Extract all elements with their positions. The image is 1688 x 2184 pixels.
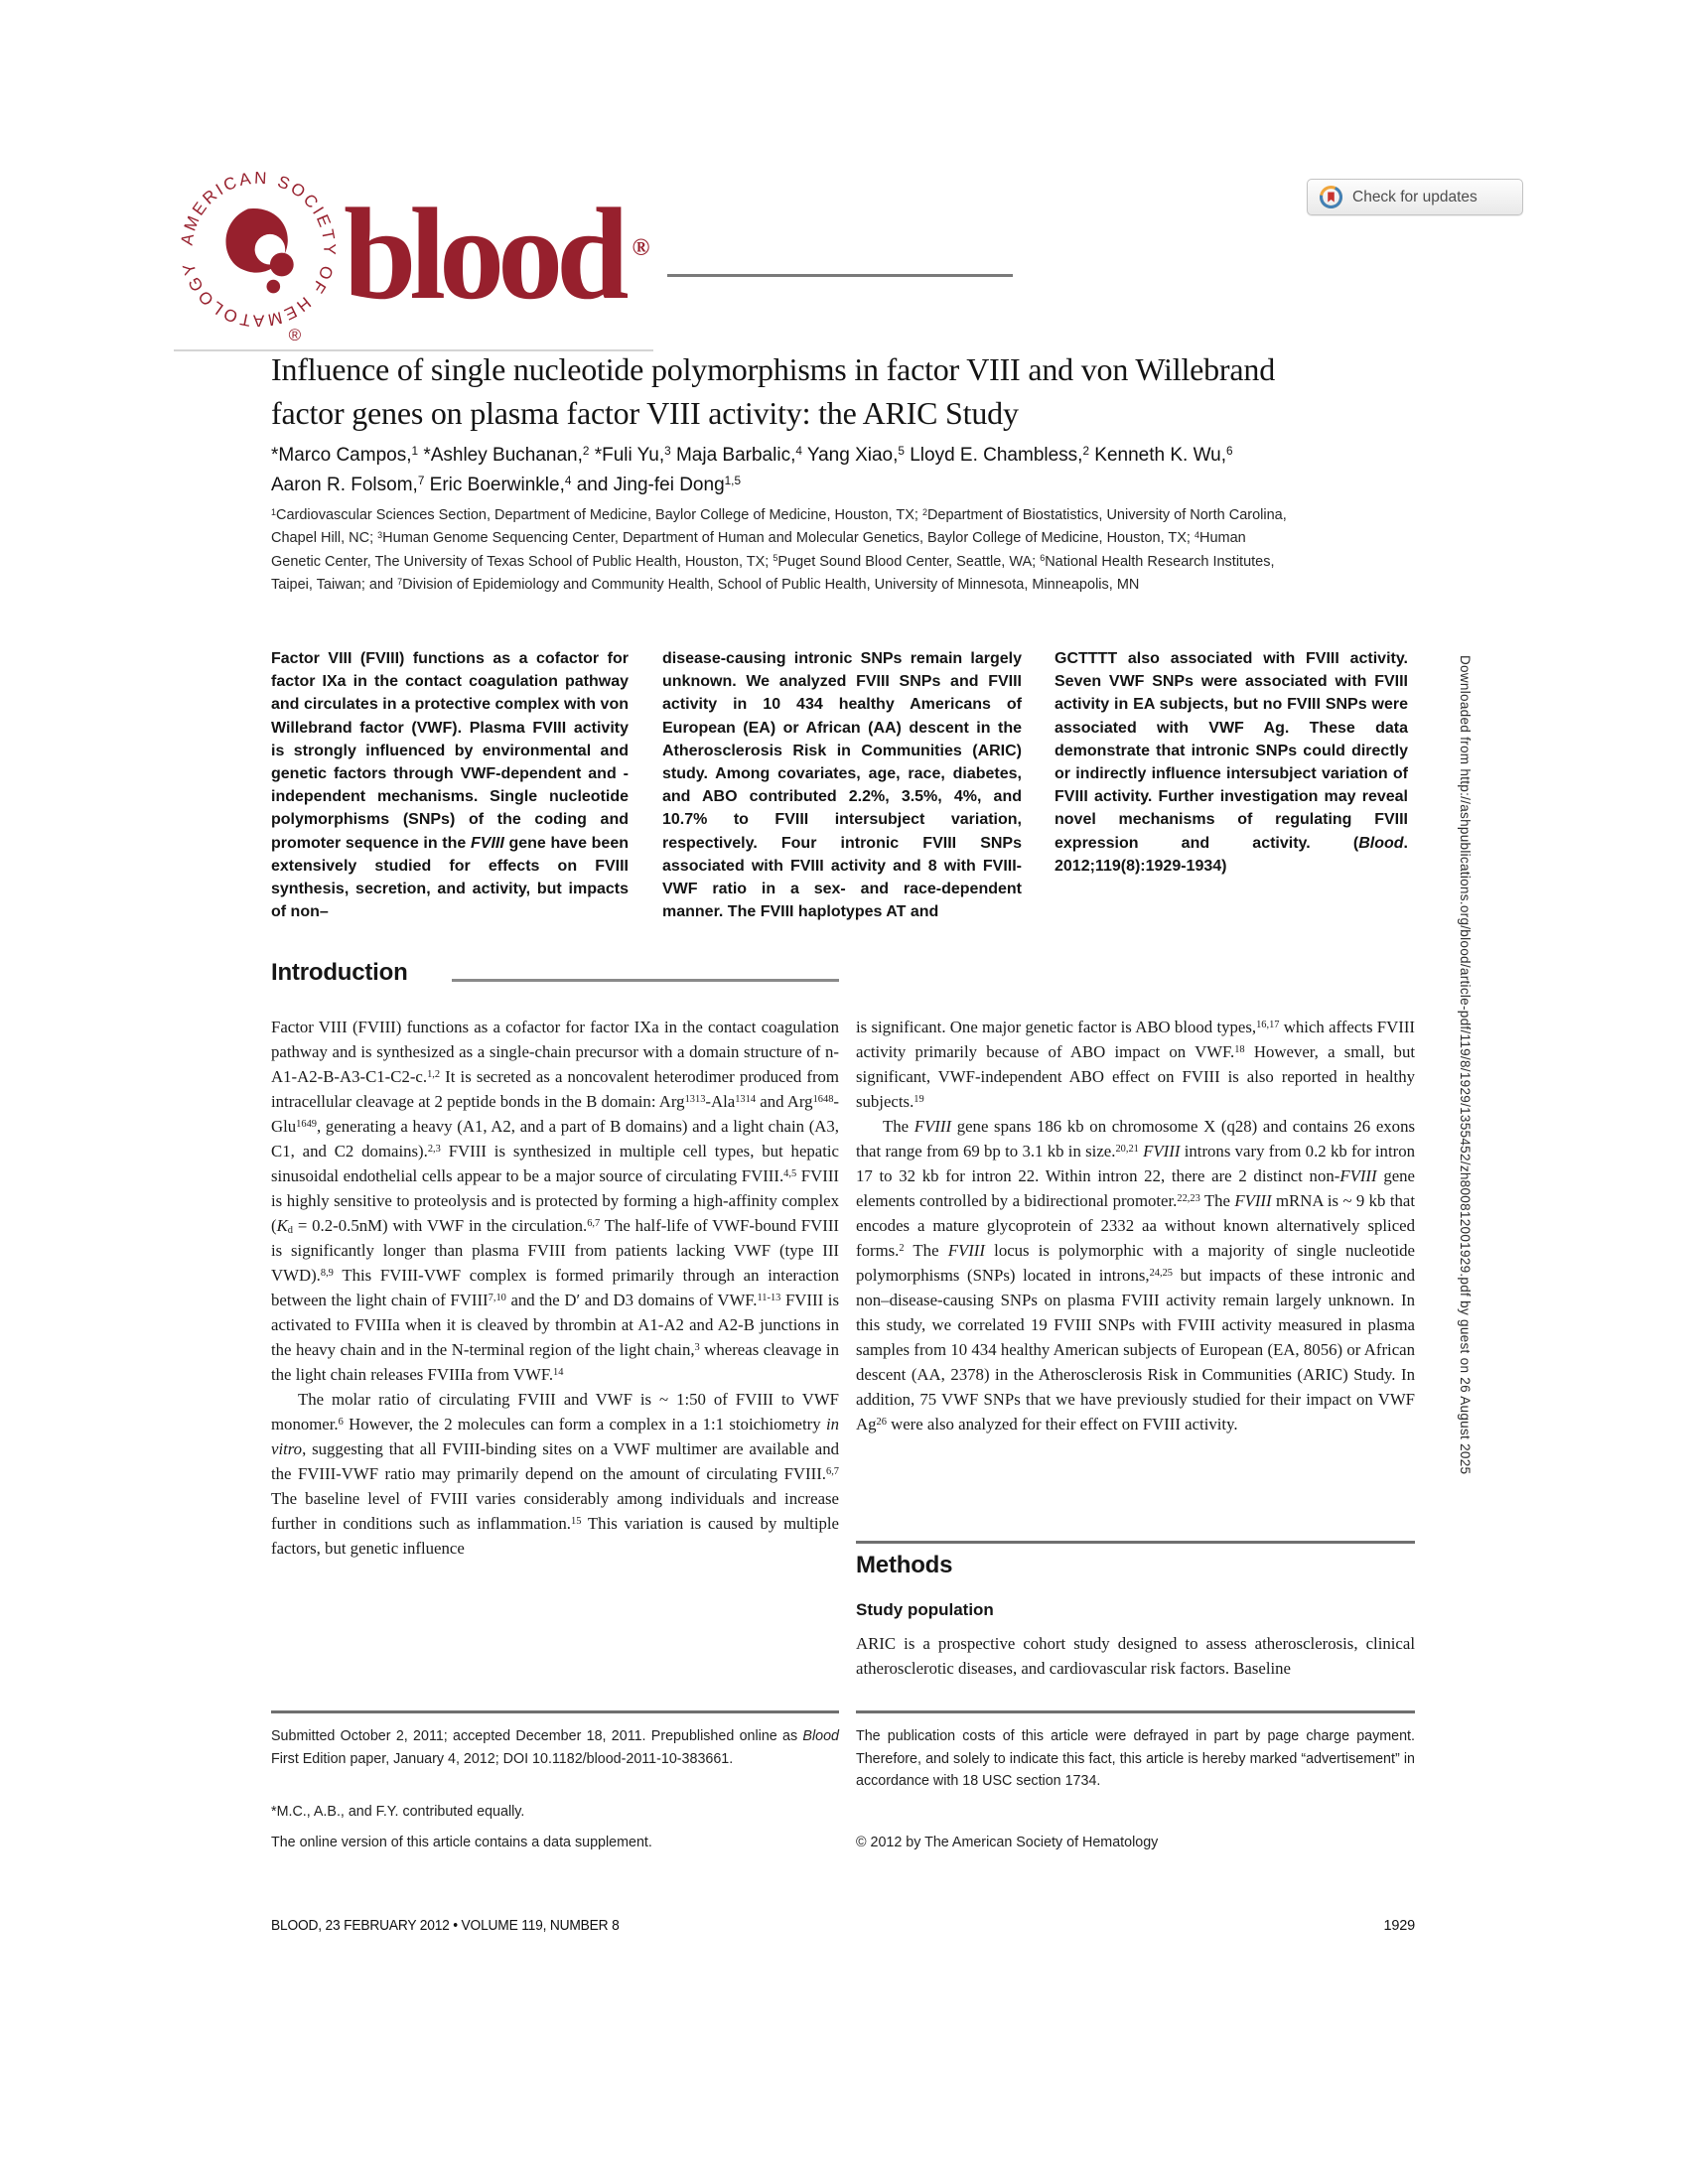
- body-column-right: [856, 1015, 1415, 1436]
- affiliation-line1: $^1$Cardiovascular Sciences Section, Department of Medicine, Baylor College of Medicine, Houston, TX; $^2$Department of Biostatistics, University of North Carolina,: [271, 506, 1287, 523]
- methods-section-rule: [856, 1541, 1415, 1544]
- affiliation-line4: Taipei, Taiwan; and $^7$Division of Epidemiology and Community Health, School of Public Health, University of Minnesota, Minneapolis, MN: [271, 576, 1140, 593]
- methods-subheading: Study population: [856, 1600, 994, 1619]
- introduction-heading-rule: [452, 979, 839, 982]
- footnote-copyright: © 2012 by The American Society of Hematology: [856, 1835, 1159, 1850]
- footnote-equal-contribution: *M.C., A.B., and F.Y. contributed equally.: [271, 1804, 525, 1820]
- download-watermark: Downloaded from http://ashpublications.org/blood/article-pdf/119/8/1929/1355452/zh800812001929.pdf by guest on 26 August 2025: [1458, 655, 1473, 1475]
- footnote-online-version: The online version of this article contains a data supplement.: [271, 1835, 652, 1850]
- check-for-updates-label: Check for updates: [1352, 188, 1477, 205]
- body-column-left: [271, 1015, 839, 1561]
- journal-wordmark: blood ®: [344, 181, 650, 327]
- registered-mark-icon: ®: [632, 235, 650, 261]
- abstract-column-2: disease-causing intronic SNPs remain largely unknown. We analyzed FVIII SNPs and FVIII activity in 10 434 healthy Americans of European (EA) or African (AA) descent in the Atherosclerosis Risk in Communities (ARIC) study. Among covariates, age, race, diabetes, and ABO contributed 2.2%, 3.5%, 4%, and 10.7% to FVIII intersubject variation, respectively. Four intronic FVIII SNPs associated with FVIII activity and 8 with FVIII-VWF ratio in a sex- and race-dependent manner. The FVIII haplotypes AT and: [662, 650, 1022, 921]
- introduction-paragraph-3: The FVIII gene spans 186 kb on chromosome X (q28) and contains 26 exons that range from 69 bp to 3.1 kb in size.$^{20,21}$ FVIII introns vary from 0.2 kb for intron 17 to 32 kb for intron 22. Within intron 22, there are 2 distinct non-FVIII gene elements controlled by a bidirectional promoter.$^{22,23}$ The FVIII mRNA is ~ 9 kb that encodes a mature glycoprotein of 2332 aa without known alternatively spliced forms.$^2$ The FVIII locus is polymorphic with a majority of single nucleotide polymorphisms (SNPs) located in introns,$^{24,25}$ but impacts of these intronic and non–disease-causing SNPs on plasma FVIII activity remain largely unknown. In this study, we correlated 19 FVIII SNPs with FVIII activity measured in plasma samples from 10 434 healthy American subjects of European (EA, 8056) or African descent (AA, 2378) in the Atherosclerosis Risk in Communities (ARIC) Study. In addition, 75 VWF SNPs that we have previously studied for their impact on VWF Ag$^{26}$ were also analyzed for their effect on FVIII activity.: [856, 1117, 1416, 1433]
- seal-registered-mark: ®: [288, 326, 302, 344]
- footnote-rule-left: [271, 1710, 839, 1713]
- authors-line2: Aaron R. Folsom,$^7$ Eric Boerwinkle,$^4$ and Jing-fei Dong$^{1,5}$: [271, 475, 741, 495]
- article-title: [271, 347, 1423, 435]
- article-title-line1: Influence of single nucleotide polymorphisms in factor VIII and von Willebrand: [271, 351, 1275, 387]
- introduction-paragraph-2: The molar ratio of circulating FVIII and VWF is ~ 1:50 of FVIII to VWF monomer.$^6$ However, the 2 molecules can form a complex in a 1:1 stoichiometry in vitro, suggesting that all FVIII-binding sites on a VWF multimer are available and the FVIII-VWF ratio may primarily depend on the amount of circulating FVIII.$^{6,7}$ The baseline level of FVIII varies considerably among individuals and increase further in conditions such as inflammation.$^{15}$ This variation is caused by multiple factors, but genetic influence: [271, 1390, 839, 1558]
- check-for-updates-button[interactable]: [1307, 179, 1523, 215]
- affiliation-line2: Chapel Hill, NC; $^3$Human Genome Sequencing Center, Department of Human and Molecular Genetics, Baylor College of Medicine, Houston, TX; $^4$Human: [271, 529, 1246, 547]
- page-number: 1929: [1383, 1918, 1415, 1934]
- author-list: [271, 441, 1423, 500]
- crossmark-icon: [1320, 186, 1342, 208]
- masthead-rule: [667, 274, 1013, 277]
- authors-line1: *Marco Campos,$^1$ *Ashley Buchanan,$^2$ *Fuli Yu,$^3$ Maja Barbalic,$^4$ Yang Xiao,$^5$ Lloyd E. Chambless,$^2$ Kenneth K. Wu,$^6$: [271, 445, 1233, 466]
- abstract-column-3: GCTTTT also associated with FVIII activity. Seven VWF SNPs were associated with FVIII activity in EA subjects, but no FVIII SNPs were associated with VWF Ag. These data demonstrate that intronic SNPs could directly or indirectly influence intersubject variation of FVIII activity. Further investigation may reveal novel mechanisms of regulating FVIII expression and activity. (Blood. 2012;119(8):1929-1934): [1055, 650, 1408, 875]
- ash-seal-icon: [174, 165, 343, 345]
- introduction-paragraph-1-continued: is significant. One major genetic factor is ABO blood types,$^{16,17}$ which affects FVIII activity primarily because of ABO impact on VWF.$^{18}$ However, a small, but significant, VWF-independent ABO effect on FVIII is also reported in healthy subjects.$^{19}$: [856, 1018, 1415, 1111]
- running-footer-citation: BLOOD, 23 FEBRUARY 2012 • VOLUME 119, NUMBER 8: [271, 1918, 620, 1934]
- introduction-heading: Introduction: [271, 959, 408, 986]
- methods-paragraph: ARIC is a prospective cohort study designed to assess atherosclerosis, clinical atherosclerotic diseases, and cardiovascular risk factors. Baseline: [856, 1634, 1415, 1678]
- footnote-submitted: Submitted October 2, 2011; accepted December 18, 2011. Prepublished online as Blood First Edition paper, January 4, 2012; DOI 10.1182/blood-2011-10-383661.: [271, 1728, 839, 1767]
- footnote-rule-right: [856, 1710, 1415, 1713]
- footnote-publication-costs: The publication costs of this article were defrayed in part by page charge payment. Therefore, and solely to indicate this fact, this article is hereby marked “advertisement” in accordance with 18 USC section 1734.: [856, 1728, 1415, 1790]
- methods-heading: Methods: [856, 1552, 953, 1578]
- svg-text:AMERICAN SOCIETY OF HEMATOLOGY: AMERICAN SOCIETY OF HEMATOLOGY: [177, 168, 340, 331]
- affiliations: [271, 504, 1433, 597]
- article-title-line2: factor genes on plasma factor VIII activity: the ARIC Study: [271, 395, 1019, 431]
- introduction-paragraph-1: Factor VIII (FVIII) functions as a cofactor for factor IXa in the contact coagulation pathway and is synthesized as a single-chain precursor with a domain structure of n-A1-A2-B-A3-C1-C2-c.$^{1,2}$ It is secreted as a noncovalent heterodimer produced from intracellular cleavage at 2 peptide bonds in the B domain: Arg$^{1313}$-Ala$^{1314}$ and Arg$^{1648}$-Glu$^{1649}$, generating a heavy (A1, A2, and a part of B domains) and a light chain (A3, C1, and C2 domains).$^{2,3}$ FVIII is synthesized in multiple cell types, but hepatic sinusoidal endothelial cells appear to be a major source of circulating FVIII.$^{4,5}$ FVIII is highly sensitive to proteolysis and is protected by forming a high-affinity complex $(K_d = 0.2-0.5nM)$ with VWF in the circulation.$^{6,7}$ The half-life of VWF-bound FVIII is significantly longer than plasma FVIII from patients lacking VWF (type III VWD).$^{8,9}$ This FVIII-VWF complex is formed primarily through an interaction between the light chain of FVIII$^{7,10}$ and the D′ and D3 domains of VWF.$^{11-13}$ FVIII is activated to FVIIIa when it is cleaved by thrombin at A1-A2 and A2-B junctions in the heavy chain and in the N-terminal region of the light chain,$^3$ whereas cleavage in the light chain releases FVIIIa from VWF.$^{14}$: [271, 1018, 839, 1384]
- affiliation-line3: Genetic Center, The University of Texas School of Public Health, Houston, TX; $^5$Puget Sound Blood Center, Seattle, WA; $^6$National Health Research Institutes,: [271, 553, 1275, 570]
- abstract-column-1: Factor VIII (FVIII) functions as a cofactor for factor IXa in the contact coagulation pathway and circulates in a protective complex with von Willebrand factor (VWF). Plasma FVIII activity is strongly influenced by environmental and genetic factors through VWF-dependent and -independent mechanisms. Single nucleotide polymorphisms (SNPs) of the coding and promoter sequence in the FVIII gene have been extensively studied for effects on FVIII synthesis, secretion, and activity, but impacts of non–: [271, 650, 629, 921]
